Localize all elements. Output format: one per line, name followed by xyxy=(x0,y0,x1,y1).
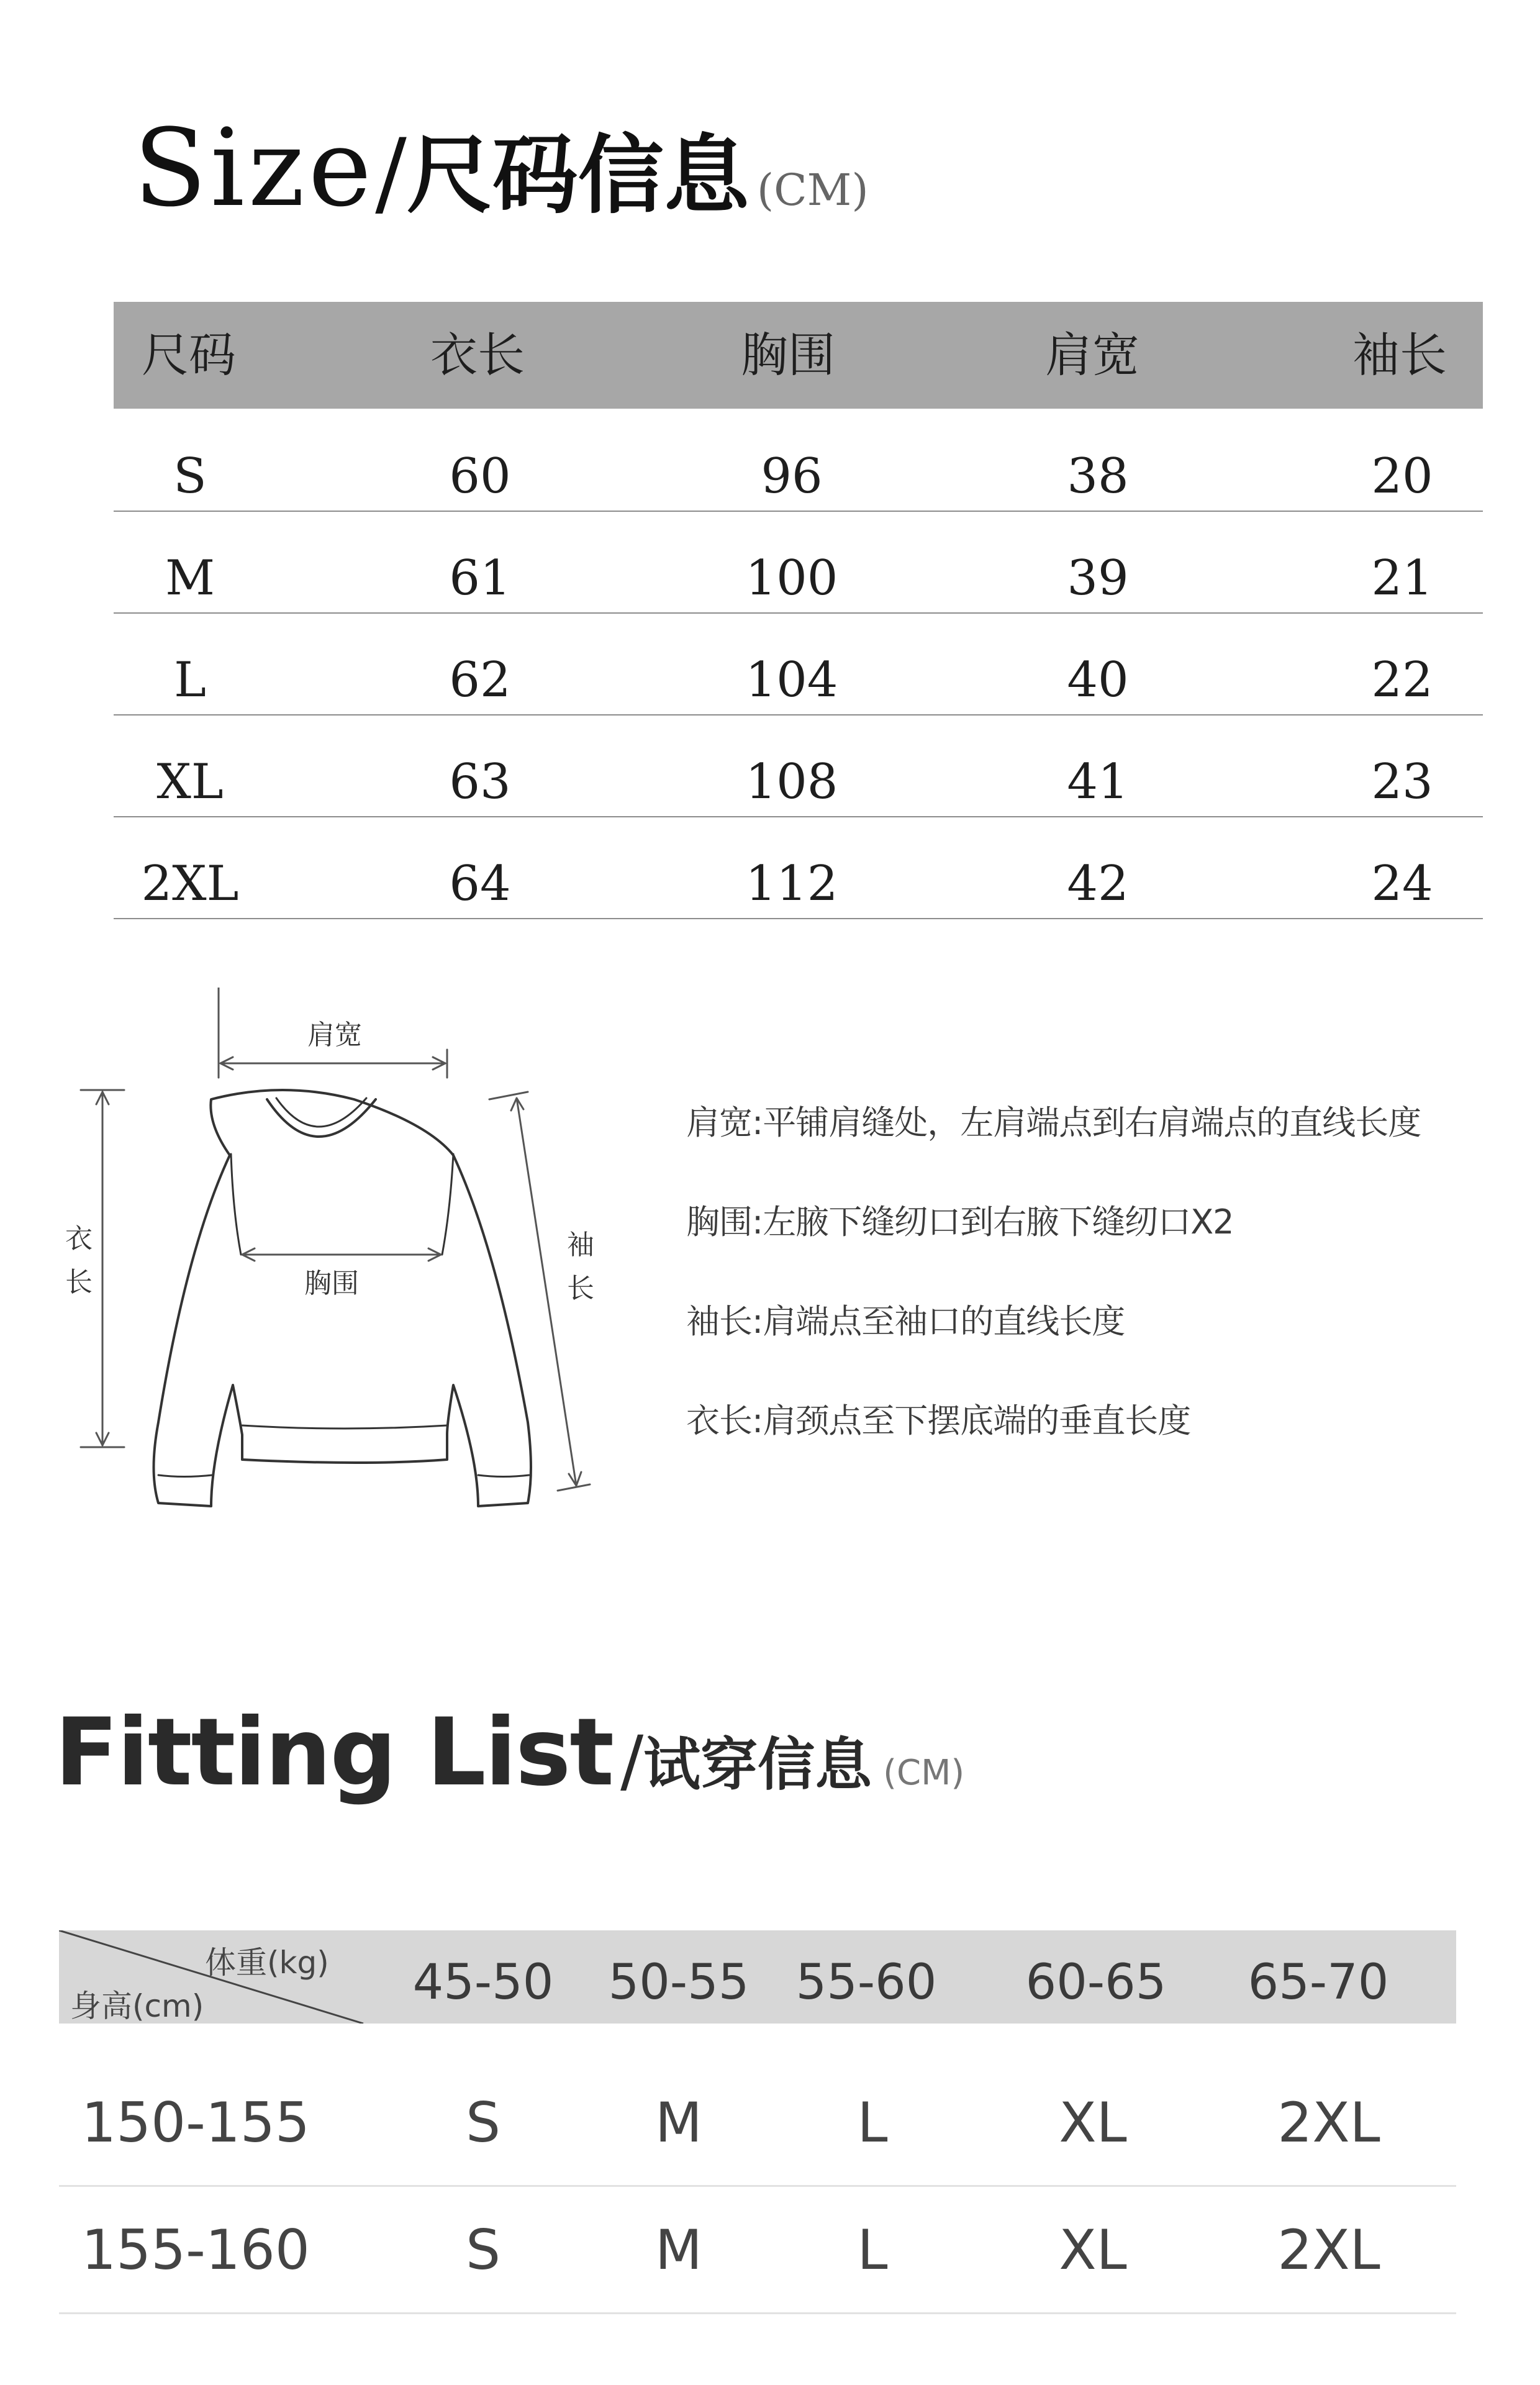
size-cell: 23 xyxy=(1371,754,1433,810)
size-cell: M xyxy=(165,550,215,606)
weight-range-header: 45-50 xyxy=(412,1955,554,2010)
size-table-row xyxy=(114,714,1483,817)
size-cell: 38 xyxy=(1067,448,1129,504)
size-cell: 39 xyxy=(1067,550,1129,606)
size-cell: 63 xyxy=(449,754,511,810)
size-title-unit: (CM) xyxy=(756,165,869,216)
fitting-size-cell: S xyxy=(466,2091,500,2155)
size-cell: 24 xyxy=(1371,856,1433,912)
size-cell: 108 xyxy=(745,754,838,810)
fitting-title-separator: / xyxy=(620,1721,644,1801)
corner-weight-label: 体重(kg) xyxy=(205,1945,329,1981)
weight-range-header: 55-60 xyxy=(795,1955,937,2010)
fitting-table-row xyxy=(59,2188,1456,2314)
fitting-size-cell: 2XL xyxy=(1277,2218,1380,2282)
fitting-size-cell: M xyxy=(655,2091,702,2155)
fitting-size-cell: L xyxy=(857,2218,888,2282)
size-table-row xyxy=(114,511,1483,614)
sleeve-length-label-char: 袖 xyxy=(567,1229,594,1261)
fitting-title-unit: (CM) xyxy=(883,1753,965,1793)
fitting-size-cell: L xyxy=(857,2091,888,2155)
size-cell: 41 xyxy=(1067,754,1129,810)
size-cell: 21 xyxy=(1371,550,1433,606)
size-title-en: Size xyxy=(134,106,376,230)
weight-range-header: 65-70 xyxy=(1248,1955,1389,2010)
size-cell: 96 xyxy=(761,448,823,504)
chest-description: 胸围:左腋下缝纫口到右腋下缝纫口X2 xyxy=(686,1202,1234,1242)
corner-height-label: 身高(cm) xyxy=(70,1988,204,2024)
fitting-size-cell: 2XL xyxy=(1277,2091,1380,2155)
sleeve-length-label xyxy=(565,1224,596,1311)
weight-range-header: 60-65 xyxy=(1025,1955,1167,2010)
fitting-size-cell: S xyxy=(466,2218,500,2282)
size-header-length: 衣长 xyxy=(430,327,525,383)
weight-range-header: 50-55 xyxy=(608,1955,750,2010)
size-title-cn: 尺码信息 xyxy=(406,125,750,225)
fitting-title xyxy=(55,1699,964,1807)
size-title-separator: / xyxy=(375,119,407,227)
sleeve-length-label-char: 长 xyxy=(567,1273,594,1304)
body-length-label-char: 长 xyxy=(65,1266,93,1298)
body-length-label-char: 衣 xyxy=(65,1223,93,1255)
sleeve-description: 袖长:肩端点至袖口的直线长度 xyxy=(686,1302,1125,1341)
fitting-size-cell: XL xyxy=(1059,2091,1127,2155)
height-range-cell: 155-160 xyxy=(81,2218,310,2282)
size-cell: 61 xyxy=(449,550,511,606)
size-table-row xyxy=(114,612,1483,716)
size-cell: L xyxy=(174,652,206,708)
size-cell: 42 xyxy=(1067,856,1129,912)
garment-measurement-diagram xyxy=(56,988,664,1547)
size-cell: S xyxy=(173,448,207,504)
body-length-label xyxy=(63,1217,94,1304)
size-cell: 62 xyxy=(449,652,511,708)
size-header-sleeve: 袖长 xyxy=(1352,327,1447,383)
fitting-title-cn: 试穿信息 xyxy=(643,1732,872,1798)
size-cell: 40 xyxy=(1067,652,1129,708)
chest-label: 胸围 xyxy=(304,1268,359,1299)
fitting-size-cell: XL xyxy=(1059,2218,1127,2282)
size-header-shoulder: 肩宽 xyxy=(1045,327,1139,383)
shoulder-width-label: 肩宽 xyxy=(307,1019,362,1051)
size-cell: 104 xyxy=(745,652,838,708)
size-table-row xyxy=(114,816,1483,919)
size-cell: 100 xyxy=(745,550,838,606)
size-cell: 60 xyxy=(449,448,511,504)
length-description: 衣长:肩颈点至下摆底端的垂直长度 xyxy=(686,1401,1191,1440)
size-cell: 20 xyxy=(1371,448,1433,504)
height-range-cell: 150-155 xyxy=(81,2091,310,2155)
size-header-size: 尺码 xyxy=(142,327,236,383)
size-table-row xyxy=(114,409,1483,512)
size-table-header xyxy=(114,302,1483,409)
fitting-table-row xyxy=(59,2061,1456,2187)
size-cell: 64 xyxy=(449,856,511,912)
fitting-table-header xyxy=(59,1930,1456,2024)
size-title xyxy=(134,106,869,230)
size-cell: XL xyxy=(156,754,224,810)
fitting-title-en: Fitting List xyxy=(55,1699,614,1807)
size-cell: 2XL xyxy=(141,856,239,912)
size-cell: 112 xyxy=(745,856,838,912)
size-header-chest: 胸围 xyxy=(741,327,835,383)
fitting-size-cell: M xyxy=(655,2218,702,2282)
shoulder-description: 肩宽:平铺肩缝处，左肩端点到右肩端点的直线长度 xyxy=(686,1103,1421,1142)
size-cell: 22 xyxy=(1371,652,1433,708)
